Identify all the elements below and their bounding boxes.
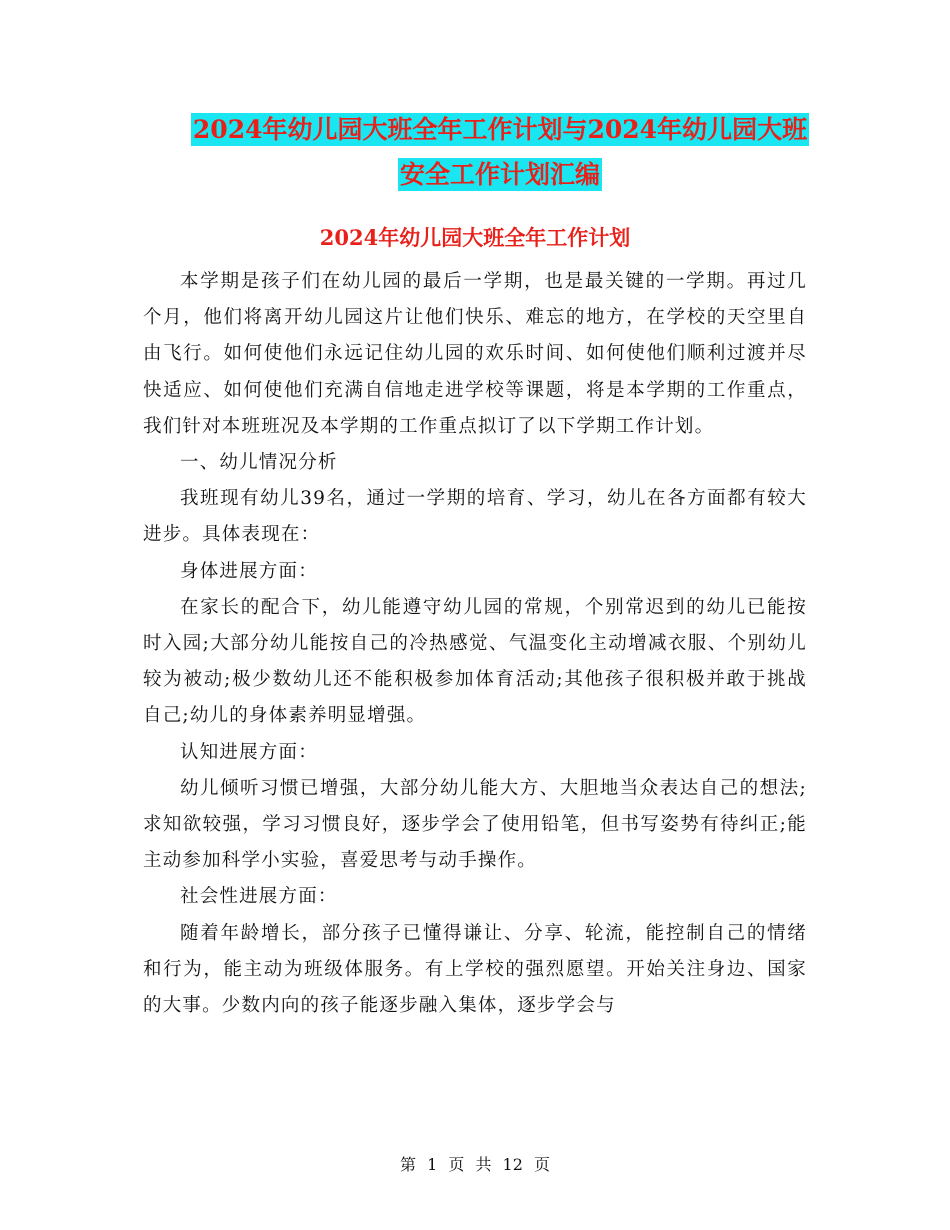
document-title-line-2 bbox=[100, 155, 900, 195]
paragraph-intro: 本学期是孩子们在幼儿园的最后一学期，也是最关键的一学期。再过几个月，他们将离开幼儿园这片让他们快乐、难忘的地方，在学校的天空里自由飞行。如何使他们永远记住幼儿园的欢乐时间、如何使他们顺利过渡并尽快适应、如何使他们充满自信地走进学校等课题，将是本学期的工作重点，我们针对本班班况及本学期的工作重点拟订了以下学期工作计划。 bbox=[143, 271, 807, 437]
section-title: 2024年幼儿园大班全年工作计划 bbox=[319, 225, 631, 250]
paragraph-class-size: 我班现有幼儿39名，通过一学期的培育、学习，幼儿在各方面都有较大进步。具体表现在： bbox=[143, 488, 807, 546]
title-highlight-2: 安全工作计划汇编 bbox=[399, 160, 600, 189]
paragraph-cognitive: 幼儿倾听习惯已增强，大部分幼儿能大方、大胆地当众表达自己的想法;求知欲较强，学习习惯良好，逐步学会了使用铅笔，但书写姿势有待纠正;能主动参加科学小实验，喜爱思考与动手操作。 bbox=[143, 777, 807, 872]
heading-cognitive: 认知进展方面： bbox=[180, 741, 318, 763]
heading-social: 社会性进展方面： bbox=[180, 886, 338, 908]
document-body bbox=[143, 264, 807, 1024]
document-title-line-1 bbox=[100, 110, 900, 150]
title-highlight-1: 2024年幼儿园大班全年工作计划与2024年幼儿园大班 bbox=[192, 115, 808, 144]
page-footer: 第 1 页 共 12 页 bbox=[400, 1155, 550, 1174]
paragraph-physical: 在家长的配合下，幼儿能遵守幼儿园的常规，个别常迟到的幼儿已能按时入园;大部分幼儿能按自己的冷热感觉、气温变化主动增减衣服、个别幼儿较为被动;极少数幼儿还不能积极参加体育活动;其他孩子很积极并敢于挑战自己;幼儿的身体素养明显增强。 bbox=[143, 596, 807, 727]
heading-child-analysis: 一、幼儿情况分析 bbox=[180, 452, 338, 474]
paragraph-social: 随着年龄增长，部分孩子已懂得谦让、分享、轮流，能控制自己的情绪和行为，能主动为班级体服务。有上学校的强烈愿望。开始关注身边、国家的大事。少数内向的孩子能逐步融入集体，逐步学会与 bbox=[143, 922, 807, 1017]
heading-physical: 身体进展方面： bbox=[180, 560, 318, 582]
